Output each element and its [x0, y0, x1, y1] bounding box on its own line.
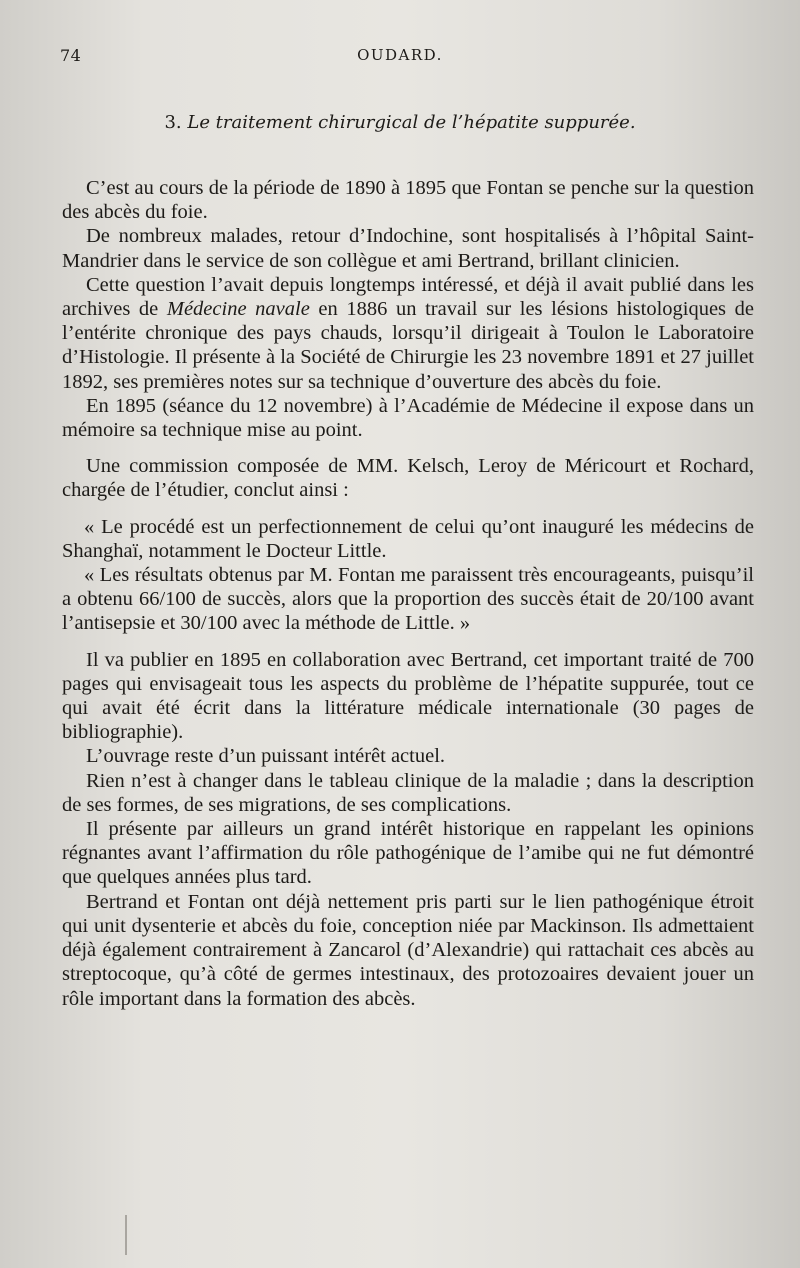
section-heading [0, 112, 800, 133]
paragraph: C’est au cours de la période de 1890 à 1895 que Fontan se penche sur la question des abcès du foie. [62, 177, 754, 224]
paragraph: L’ouvrage reste d’un puissant intérêt actuel. [86, 745, 446, 768]
paragraph-text: Cette question l’avait depuis longtemps intéressé, et déjà il avait publié dans les archives de [62, 273, 754, 321]
scan-artifact [125, 1215, 127, 1255]
paragraph: De nombreux malades, retour d’Indochine, sont hospitalisés à l’hôpital Saint-Mandrier dans le service de son collègue et ami Bertrand, brillant clinicien. [62, 225, 754, 272]
page-number: 74 [60, 46, 82, 65]
paragraph: Il présente par ailleurs un grand intérêt historique en rappelant les opinions régnantes avant l’affirmation du rôle pathogénique de l’amibe qui ne fut démontré que quelques années plus tard. [62, 818, 754, 889]
section-number: 3. [164, 112, 182, 133]
running-header [0, 46, 800, 70]
journal-name: Médecine navale [166, 298, 310, 321]
paragraph: Il va publier en 1895 en collaboration avec Bertrand, cet important traité de 700 pages qui envisageait tous les aspects du problème de l’hépatite suppurée, tout ce qui avait été écrit dans la littérature médicale internationale (30 pages de bibliographie). [62, 648, 754, 744]
body-text [62, 176, 754, 1011]
paragraph: En 1895 (séance du 12 novembre) à l’Académie de Médecine il expose dans un mémoire sa technique mise au point. [62, 394, 754, 442]
paragraph: Une commission composée de MM. Kelsch, Leroy de Méricourt et Rochard, chargée de l’étudier, conclut ainsi : [62, 455, 754, 502]
paragraph [62, 273, 754, 394]
paragraph: Bertrand et Fontan ont déjà nettement pris parti sur le lien pathogénique étroit qui unit dysenterie et abcès du foie, conception niée par Mackinson. Ils admettaient déjà également contrairement à Zancarol (d’Alexandrie) qui rattachait ces abcès au streptocoque, qu’à côté de germes intestinaux, des protozoaires devaient jouer un rôle important dans la formation des abcès. [62, 890, 754, 1010]
section-title: Le traitement chirurgical de l’hépatite suppurée. [187, 112, 636, 133]
running-title: OUDARD. [357, 46, 443, 64]
paragraph-text: en 1886 un travail sur les lésions histologiques de l’entérite chronique des pays chauds, lorsqu’il dirigeait à Toulon le Laboratoire d’Histologie. Il présente à la Société de Chirurgie les 23 novembre 1891 et 27 juillet 1892, ses premières notes sur sa technique d’ouverture des abcès du foie. [62, 298, 754, 393]
quote-paragraph: « Les résultats obtenus par M. Fontan me paraissent très encourageants, puisqu’il a obtenu 66/100 de succès, alors que la proportion des succès était de 20/100 avant l’antisepsie et 30/100 avec la méthode de Little. » [62, 564, 754, 635]
paragraph: Rien n’est à changer dans le tableau clinique de la maladie ; dans la description de ses formes, de ses migrations, de ses complications. [62, 769, 754, 816]
quote-paragraph: « Le procédé est un perfectionnement de celui qu’ont inauguré les médecins de Shanghaï, notamment le Docteur Little. [62, 515, 754, 562]
